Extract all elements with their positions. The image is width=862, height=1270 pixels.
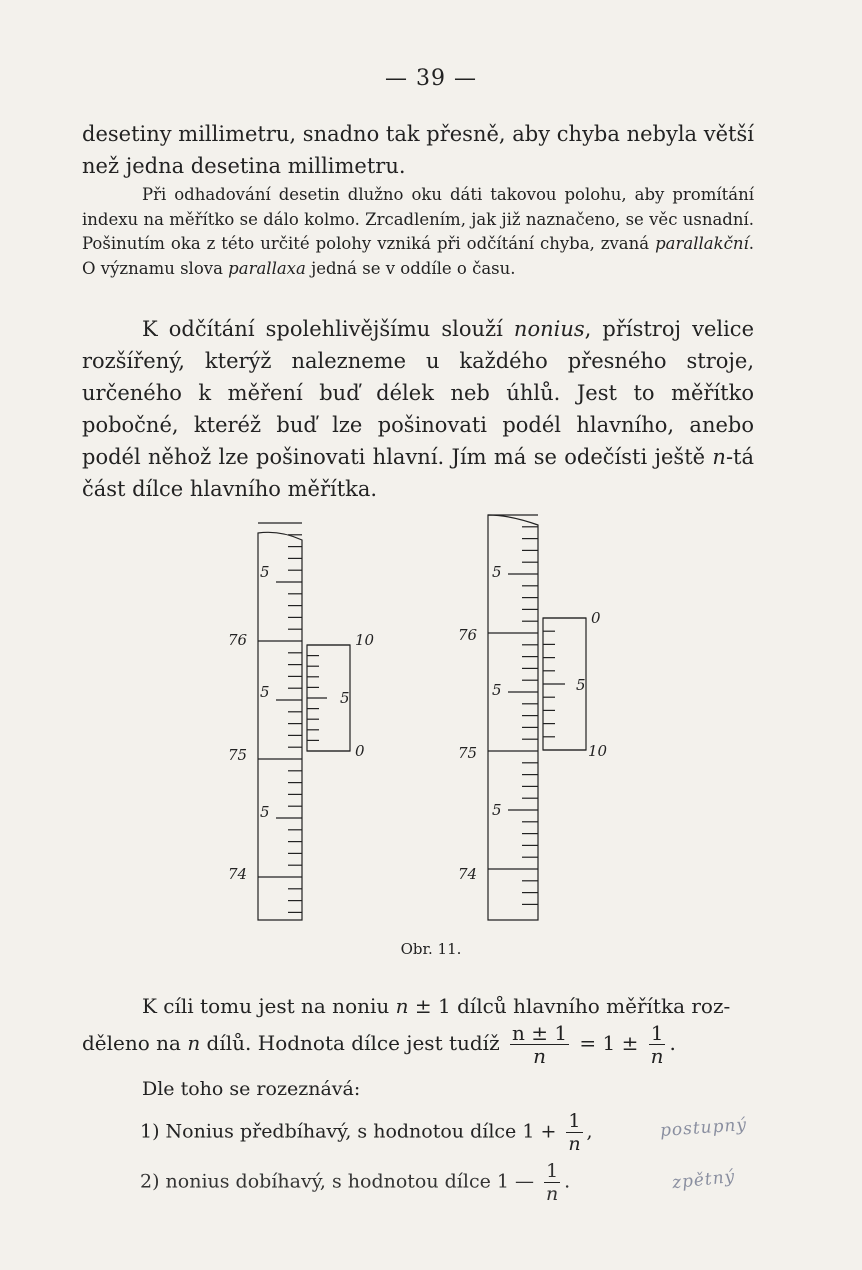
list-item-2-text: 2) nonius dobíhavý, s hodnotou dílce 1 — [140, 1170, 535, 1193]
left-main-label-5a: 5 [260, 563, 270, 581]
left-main-label-74: 74 [228, 865, 248, 883]
paragraph-3 [82, 313, 754, 505]
left-main-label-76: 76 [228, 631, 248, 649]
left-main-scale [258, 532, 302, 920]
left-vernier-diagram [258, 523, 350, 920]
left-vernier-label-0: 0 [355, 742, 365, 760]
handwritten-note-1: postupný [659, 1114, 748, 1142]
list-item-1-fraction [566, 1110, 582, 1155]
right-vernier-label-0: 0 [591, 609, 601, 627]
p4-line2-text-b: dílů. Hodnota dílce jest tudíž [200, 1031, 500, 1055]
figure-caption: Obr. 11. [400, 940, 462, 958]
left-vernier-label-5: 5 [340, 689, 350, 707]
right-main-label-5a: 5 [492, 563, 502, 581]
list-item-1-text: 1) Nonius předbíhavý, s hodnotou dílce 1 + [140, 1120, 557, 1143]
p4-line1-text-b: ± 1 dílců hlavního měřítka roz- [408, 994, 731, 1018]
p4-line2-text-a: děleno na [82, 1031, 188, 1055]
fraction-1-over-n [649, 1022, 666, 1067]
left-vernier-label-10: 10 [355, 631, 375, 649]
right-main-label-5b: 5 [492, 681, 502, 699]
list-item-1-num: 1 [568, 1110, 581, 1132]
right-main-label-5c: 5 [492, 801, 502, 819]
list-item-2-num: 1 [546, 1160, 559, 1182]
paragraph-2-text-a: Při odhadování desetin dlužno oku dáti takovou polohu, aby promítání indexu na měřítko se dálo kolmo. Zrcadlením, jak již naznačeno, se věc usnadní. Pošinutím oka z této určité polohy vzniká při odčítání chyba, zvaná [82, 185, 754, 253]
left-main-label-75: 75 [228, 746, 248, 764]
fraction-1-numerator: n ± 1 [511, 1021, 568, 1045]
paragraph-2-text-b: . O významu slova [82, 234, 754, 278]
page-number: — 39 — [385, 66, 477, 91]
list-item-1 [140, 1110, 593, 1155]
vernier-figure [200, 505, 630, 930]
p4-equals: = 1 ± [579, 1031, 639, 1055]
right-vernier-label-10: 10 [588, 742, 608, 760]
list-item-2-end: . [564, 1170, 571, 1193]
paragraph-2 [82, 183, 754, 281]
p4-line1-var: n [395, 994, 409, 1018]
paragraph-4-line-2 [82, 1022, 676, 1067]
fraction-2-denominator: n [650, 1044, 664, 1068]
right-vernier-label-5: 5 [576, 676, 586, 694]
right-vernier-diagram [488, 515, 586, 920]
fraction-n-plus-minus-1-over-n [510, 1022, 569, 1067]
list-item-1-end: , [586, 1120, 593, 1143]
paragraph-1: desetiny millimetru, snadno tak přesně, aby chyba nebyla větší než jedna desetina millimetru. [82, 122, 754, 178]
list-item-2-fraction [544, 1160, 560, 1205]
right-main-label-74: 74 [458, 865, 478, 883]
paragraph-2-text-c: jedná se v oddíle o času. [305, 258, 516, 278]
line-dle-toho: Dle toho se rozeznává: [142, 1078, 361, 1100]
paragraph-3-italic-a: nonius [513, 317, 585, 341]
left-main-label-5c: 5 [260, 803, 270, 821]
handwritten-note-2: zpětný [671, 1166, 737, 1194]
list-item-1-den: n [568, 1133, 581, 1155]
p4-line1-text-a: K cíli tomu jest na noniu [142, 994, 396, 1018]
paragraph-4-line-1 [142, 994, 730, 1018]
paragraph-3-italic-b: n [712, 445, 726, 469]
left-main-ticks [258, 523, 302, 912]
paragraph-2-italic-b: parallaxa [228, 258, 306, 278]
fraction-1-denominator: n [533, 1044, 546, 1068]
p4-line2-var: n [187, 1031, 201, 1055]
list-item-2 [140, 1160, 570, 1205]
left-main-label-5b: 5 [260, 683, 270, 701]
list-item-2-den: n [545, 1183, 559, 1205]
p4-period: . [669, 1031, 676, 1055]
paragraph-3-text-b: , přístroj velice rozšířený, kterýž nalezneme u každého přesného stroje, určeného k měření buď délek neb úhlů. Jest to měřítko pobočné, kteréž buď lze pošinovati podél hlavního, anebo podél něhož lze pošinovati hlavní. Jím má se odečísti ještě [82, 317, 754, 469]
paragraph-2-italic-a: parallakční [655, 234, 749, 253]
paragraph-3-text-a: K odčítání spolehlivějšímu slouží [142, 317, 514, 341]
right-main-label-76: 76 [458, 626, 478, 644]
right-main-label-75: 75 [458, 744, 478, 762]
fraction-2-numerator: 1 [650, 1021, 664, 1045]
paragraph-3-text-c: -tá část dílce hlavního měřítka. [82, 445, 754, 501]
